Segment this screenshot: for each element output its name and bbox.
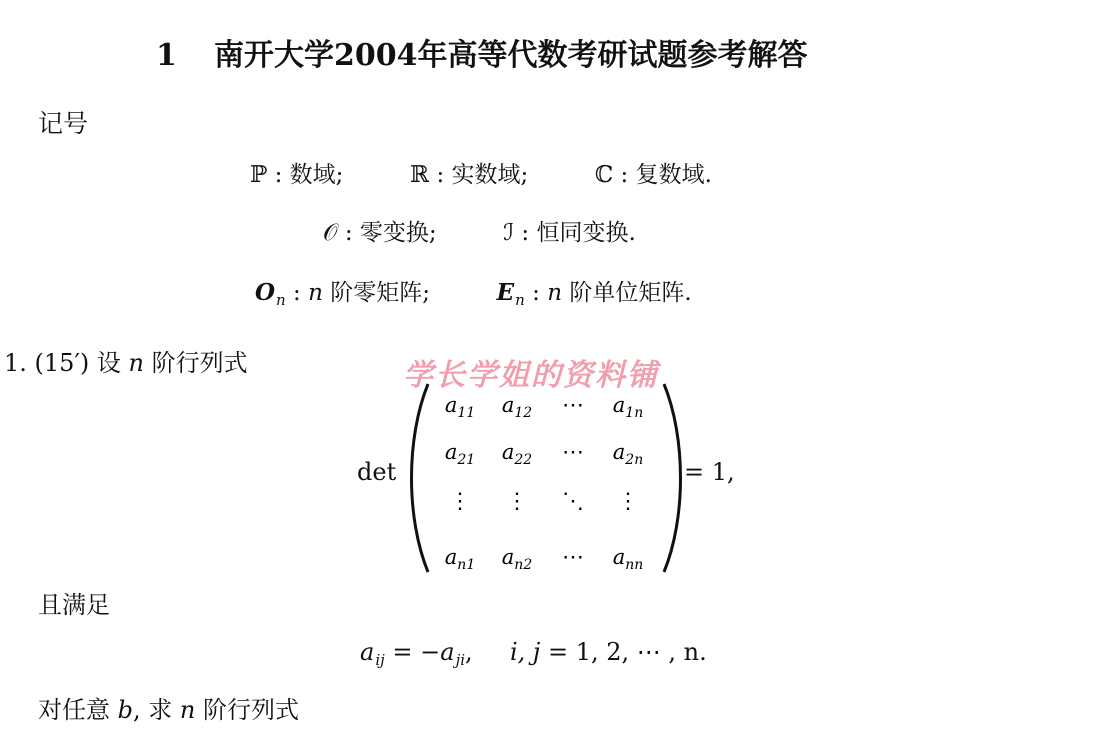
variable-n: n [547,280,563,306]
separator: : [293,280,301,306]
notation-text: 零变换; [359,220,437,246]
symbol-O-matrix: O [255,279,276,306]
matrix-ellipsis: ⋱ [562,489,584,514]
separator: : [532,280,540,306]
variable-n: n [179,696,196,724]
matrix-entry: $a_{11}$ [444,393,476,421]
subscript: n [276,291,286,309]
notation-text: 复数域. [635,162,712,188]
final-text: 对任意 [38,696,110,724]
condition-lhs: a [360,638,375,666]
problem-score: (15′) [34,349,90,377]
index-variables: i, j [509,638,541,666]
final-statement [38,690,299,725]
matrix-ellipsis: ⋯ [562,440,584,465]
condition-operator: = − [392,638,441,666]
subscript: n [515,291,525,309]
notation-text: 阶零矩阵; [330,280,430,306]
index-range: = 1, 2, ⋯ , n. [547,638,707,666]
symbol-E-matrix: E [496,279,515,306]
det-rhs: = 1, [684,458,735,486]
variable-n: n [308,280,323,306]
notation-text: 数域; [289,162,344,188]
notation-row-2 [323,214,636,247]
notation-heading: 记号 [38,109,89,138]
condition-rhs: a [440,638,455,666]
matrix-entry: $a_{nn}$ [612,545,644,573]
title-text: 南开大学2004年高等代数考研试题参考解答 [214,38,808,73]
separator: : [436,162,445,188]
section-number: 1 [156,38,177,73]
matrix-entry: $a_{21}$ [444,440,476,468]
matrix-entry: $a_{2n}$ [612,440,644,468]
matrix-ellipsis: ⋮ [617,489,639,514]
notation-text: 恒同变换. [536,220,636,246]
separator: : [344,220,353,246]
symbol-I-transform: ℐ [503,220,515,246]
matrix-entry: $a_{22}$ [501,440,533,468]
left-parenthesis [412,384,429,572]
right-parenthesis [664,384,681,572]
symbol-C: ℂ [594,162,614,188]
subscript: ji [455,651,466,669]
variable-n: n [128,349,145,377]
problem-text: 阶行列式 [151,349,248,377]
symbol-R: ℝ [410,162,430,188]
determinant-matrix [400,378,685,578]
antisymmetry-condition: $a_{ij} = -a_{ji}$, i, j = 1, 2, ⋯ , n. [360,638,707,669]
notation-row-3 [255,274,692,309]
notation-text: 阶单位矩阵. [569,280,692,306]
matrix-entry: $a_{n1}$ [444,545,476,573]
final-text: , 求 [133,696,173,724]
matrix-ellipsis: ⋮ [506,489,528,514]
matrix-entry: $a_{1n}$ [612,393,644,421]
watermark: 学长学姐的资料铺 [403,358,659,393]
matrix-ellipsis: ⋯ [562,393,584,418]
subscript: ij [375,651,385,669]
separator: : [274,162,283,188]
final-text: 阶行列式 [203,696,300,724]
separator: : [521,220,530,246]
matrix-ellipsis: ⋮ [449,489,471,514]
notation-row-1 [250,156,712,189]
det-label: det [357,458,397,486]
matrix-entry: $a_{n2}$ [501,545,533,573]
variable-b: b [117,696,134,724]
matrix-entry: $a_{12}$ [501,393,533,421]
page-title [156,30,808,74]
symbol-O-transform: 𝒪 [323,220,338,246]
symbol-P: ℙ [250,162,268,188]
notation-text: 实数域; [451,162,529,188]
satisfy-label: 且满足 [38,591,110,619]
problem-text: 设 [96,349,121,377]
problem-statement [4,343,248,378]
matrix-ellipsis: ⋯ [562,545,584,570]
separator: : [620,162,629,188]
problem-number: 1. [4,349,27,377]
